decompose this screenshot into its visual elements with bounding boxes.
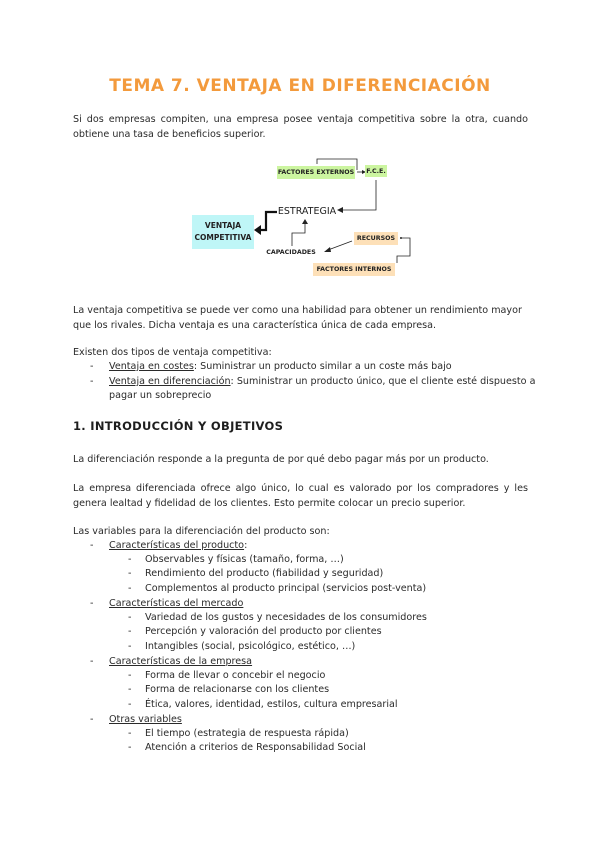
group-label: Características del producto <box>109 540 245 551</box>
bullet-dash: - <box>128 554 132 565</box>
list-item-text: Observables y físicas (tamaño, forma, …) <box>145 554 344 565</box>
bullet-dash: - <box>128 641 132 652</box>
list-item-text: Percepción y valoración del producto por clientes <box>145 626 382 637</box>
types-intro: Existen dos tipos de ventaja competitiva: <box>73 347 272 358</box>
arrowhead-capacidades <box>324 247 331 252</box>
section-p2-line-1: La empresa diferenciada ofrece algo único, lo cual es valorado por los compradores y les <box>73 483 528 494</box>
recursos-box: RECURSOS <box>354 232 398 245</box>
estrategia-box: ESTRATEGIA <box>277 203 337 219</box>
list-item-text: Complementos al producto principal (servicios post-venta) <box>145 583 427 594</box>
arrowhead-estrategia-up <box>302 219 308 224</box>
list-item-text: Ética, valores, identidad, estilos, cultura empresarial <box>145 699 398 710</box>
variables-intro: Las variables para la diferenciación del producto son: <box>73 526 330 537</box>
ventaja-competitiva-box <box>192 215 254 249</box>
bullet-dash: - <box>90 540 94 551</box>
costes-text: : Suministrar un producto similar a un coste más bajo <box>193 361 452 372</box>
diferenciacion-label: Ventaja en diferenciación <box>109 376 231 387</box>
recursos-dot <box>400 237 402 239</box>
list-item-text: Forma de llevar o concebir el negocio <box>145 670 326 681</box>
bullet-dash: - <box>128 626 132 637</box>
connector-recursos-capacidades <box>328 241 352 250</box>
ventaja-line-2: COMPETITIVA <box>194 233 252 242</box>
section-p2-line-2: genera lealtad y fidelidad de los clientes. Esto permite colocar un precio superior. <box>73 498 466 509</box>
bullet-dash: - <box>128 568 132 579</box>
connector-capacidades-estrategia <box>292 222 305 246</box>
list-item-diferenciacion <box>90 375 536 403</box>
bullet-dash: - <box>128 742 132 753</box>
group-suffix: : <box>244 540 248 551</box>
group-label: Otras variables <box>109 714 182 725</box>
bullet-dash: - <box>128 583 132 594</box>
section-p1: La diferenciación responde a la pregunta de por qué debo pagar más por un producto. <box>73 454 489 465</box>
connector-recursos-internos <box>397 238 410 263</box>
list-item-costes <box>90 360 530 374</box>
connector-fce-estrategia <box>342 180 376 210</box>
list-item-text: Atención a criterios de Responsabilidad Social <box>145 742 366 753</box>
ventaja-line-1: VENTAJA <box>204 221 242 230</box>
factores-internos-box: FACTORES INTERNOS <box>313 263 395 276</box>
group-label: Características del mercado <box>109 598 244 609</box>
bullet-dash: - <box>128 699 132 710</box>
list-item-text: El tiempo (estrategia de respuesta rápida) <box>145 728 349 739</box>
capacidades-box: CAPACIDADES <box>263 246 319 258</box>
bullet-dash: - <box>128 670 132 681</box>
intro-line-1: Si dos empresas compiten, una empresa posee ventaja competitiva sobre la otra, cuando <box>73 114 528 125</box>
list-item-text: Variedad de los gustos y necesidades de los consumidores <box>145 612 427 623</box>
intro-line-2: obtiene una tasa de beneficios superior. <box>73 129 266 140</box>
advantage-line-1: La ventaja competitiva se puede ver como una habilidad para obtener un rendimiento mayor <box>73 305 522 316</box>
advantage-line-2: que los rivales. Dicha ventaja es una característica única de cada empresa. <box>73 320 437 331</box>
bullet-dash: - <box>90 376 94 387</box>
group-label: Características de la empresa <box>109 656 253 667</box>
list-item-text: Forma de relacionarse con los clientes <box>145 684 330 695</box>
diferenciacion-text: : Suministrar un producto único, que el cliente esté dispuesto a <box>230 376 536 387</box>
page-title: TEMA 7. VENTAJA EN DIFERENCIACIÓN <box>109 76 491 96</box>
connector-estrategia-ventaja <box>259 212 278 230</box>
section-heading: 1. INTRODUCCIÓN Y OBJETIVOS <box>73 419 284 433</box>
bullet-dash: - <box>128 728 132 739</box>
bullet-dash: - <box>90 714 94 725</box>
list-item-text: Intangibles (social, psicológico, estético, …) <box>145 641 356 652</box>
bullet-dash: - <box>90 656 94 667</box>
fce-box: F.C.E. <box>365 165 387 177</box>
arrowhead-ventaja <box>254 225 261 235</box>
diferenciacion-line-2: pagar un sobreprecio <box>109 390 212 401</box>
list-item-text: Rendimiento del producto (fiabilidad y seguridad) <box>145 568 384 579</box>
factores-externos-box: FACTORES EXTERNOS <box>277 166 355 179</box>
bullet-dash: - <box>128 684 132 695</box>
arrowhead-estrategia-right <box>337 207 343 213</box>
bullet-dash: - <box>90 361 94 372</box>
costes-label: Ventaja en costes <box>109 361 194 372</box>
bullet-dash: - <box>90 598 94 609</box>
section-p2 <box>73 481 528 511</box>
advantage-paragraph <box>73 303 528 333</box>
bullet-dash: - <box>128 612 132 623</box>
